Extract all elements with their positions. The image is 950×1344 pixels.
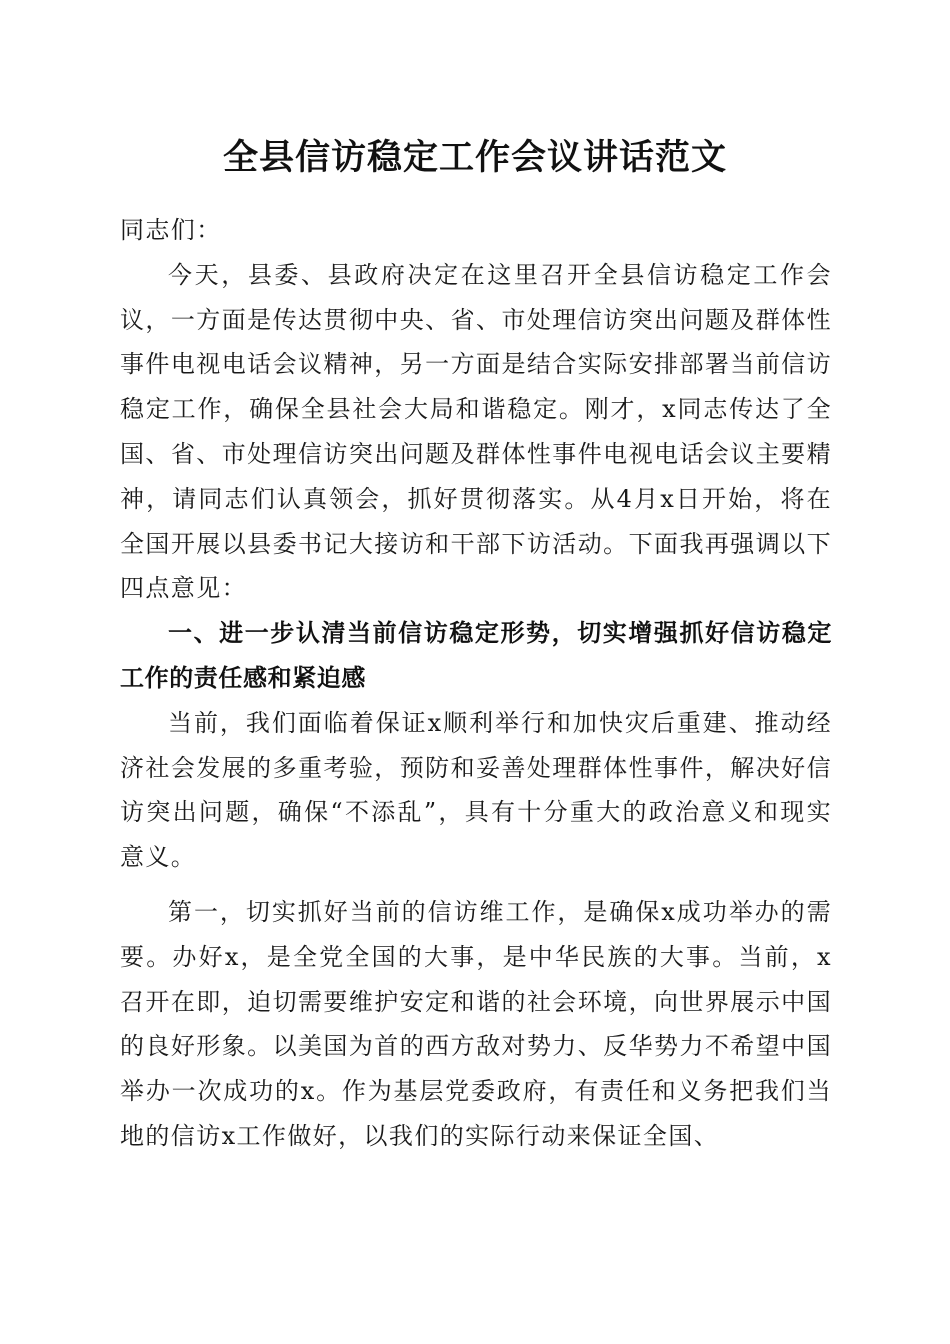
paragraph-point-first: 第一，切实抓好当前的信访维工作，是确保x成功举办的需要。办好x，是全党全国的大事，是中华民族的大事。当前，x召开在即，迫切需要维护安定和谐的社会环境，向世界展示中国的良好形象。以美国为首的西方敌对势力、反华势力不希望中国举办一次成功的x。作为基层党委政府，有责任和义务把我们当地的信访x工作做好，以我们的实际行动来保证全国、	[120, 897, 832, 1150]
document-body	[120, 208, 832, 1159]
paragraph-intro: 今天，县委、县政府决定在这里召开全县信访稳定工作会议，一方面是传达贯彻中央、省、市处理信访突出问题及群体性事件电视电话会议精神，另一方面是结合实际安排部署当前信访稳定工作，确保全县社会大局和谐稳定。刚才，x同志传达了全国、省、市处理信访突出问题及群体性事件电视电话会议主要精神，请同志们认真领会，抓好贯彻落实。从4月x日开始，将在全国开展以县委书记大接访和干部下访活动。下面我再强调以下四点意见：	[120, 260, 832, 603]
document-title: 全县信访稳定工作会议讲话范文	[222, 137, 727, 178]
paragraph-current-situation: 当前，我们面临着保证x顺利举行和加快灾后重建、推动经济社会发展的多重考验，预防和妥善处理群体性事件，解决好信访突出问题，确保“不添乱”，具有十分重大的政治意义和现实意义。	[120, 708, 832, 872]
section-heading-1: 一、进一步认清当前信访稳定形势，切实增强抓好信访稳定工作的责任感和紧迫感	[120, 619, 832, 692]
salutation: 同志们：	[120, 216, 222, 244]
